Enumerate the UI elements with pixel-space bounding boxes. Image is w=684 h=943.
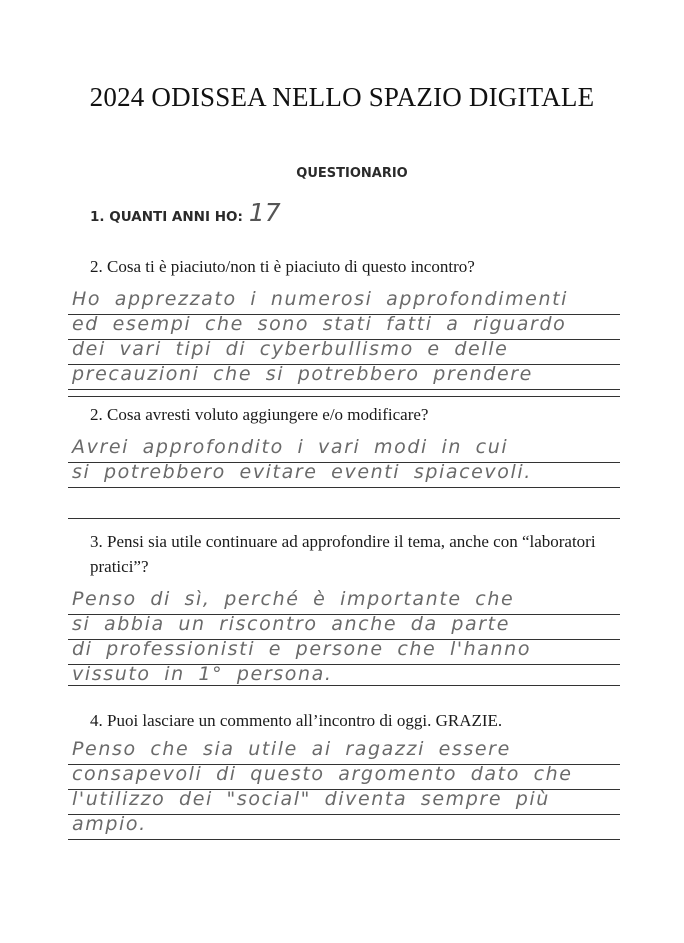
age-question [90,198,281,227]
answer-line: Avrei approfondito i vari modi in cui [68,438,620,463]
question-4-answer-lines [68,740,620,840]
answer-line: di professionisti e persone che l'hanno [68,640,620,665]
answer-line: vissuto in 1° persona. [68,665,620,686]
question-1-text: 2. Cosa ti è piaciuto/non ti è piaciuto di questo incontro? [90,257,475,276]
question-2-answer-lines [68,438,620,519]
question-3-answer-lines [68,590,620,686]
answer-line [68,488,620,519]
answer-line: l'utilizzo dei "social" diventa sempre più [68,790,620,815]
question-2-text: 2. Cosa avresti voluto aggiungere e/o modificare? [90,405,429,424]
age-answer-handwritten: 17 [248,198,281,227]
answer-line: Penso che sia utile ai ragazzi essere [68,740,620,765]
answer-line: si abbia un riscontro anche da parte [68,615,620,640]
answer-line: ed esempi che sono stati fatti a riguardo [68,315,620,340]
answer-line: Ho apprezzato i numerosi approfondimenti [68,290,620,315]
document-title: 2024 ODISSEA NELLO SPAZIO DIGITALE [89,82,595,112]
answer-line: ampio. [68,815,620,840]
answer-line: precauzioni che si potrebbero prendere [68,365,620,390]
answer-line [68,390,620,397]
age-question-label: 1. QUANTI ANNI HO: [90,209,243,225]
question-3-text: 3. Pensi sia utile continuare ad approfondire il tema, anche con “laboratori pratici”? [90,532,596,576]
question-4-text: 4. Puoi lasciare un commento all’incontro di oggi. GRAZIE. [90,711,503,730]
question-1-answer-lines [68,290,620,397]
answer-line: dei vari tipi di cyberbullismo e delle [68,340,620,365]
answer-line: si potrebbero evitare eventi spiacevoli. [68,463,620,488]
answer-line: consapevoli di questo argomento dato che [68,765,620,790]
answer-line: Penso di sì, perché è importante che [68,590,620,615]
section-heading: QUESTIONARIO [296,166,408,181]
